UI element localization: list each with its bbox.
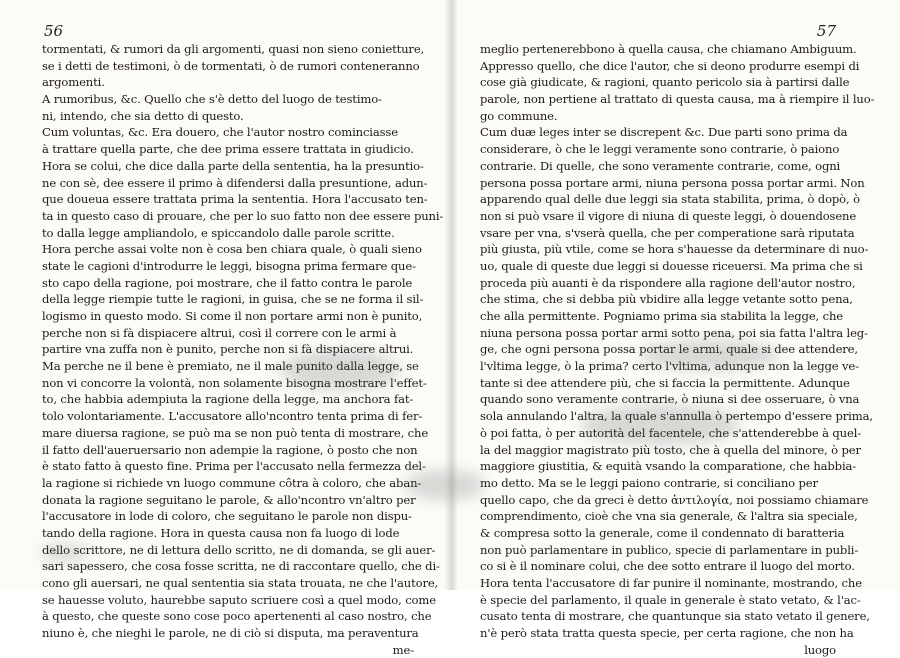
text-line: mare diuersa ragione, se può ma se non può tenta di mostrare, che xyxy=(42,425,429,440)
right-page xyxy=(480,22,875,657)
text-line: ò poi fatta, ò per autorità del facentele, che s'attenderebbe à quel- xyxy=(480,425,862,440)
text-line: à questo, che queste sono cose poco apertenenti al caso nostro, che xyxy=(42,609,432,624)
text-line: sari sapessero, che cosa fosse scritta, ne di raccontare quello, che di- xyxy=(42,559,440,574)
text-line: non può parlamentare in publico, specie di parlamentare in publi- xyxy=(480,542,859,557)
text-line: che alla permittente. Pogniamo prima sia stabilita la legge, che xyxy=(480,309,843,323)
text-line: cono gli auersari, ne qual sententia sia stata trouata, ne che l'autore, xyxy=(42,576,439,590)
text-line: tante si dee attendere più, che si faccia la permittente. Adunque xyxy=(480,375,850,390)
text-line: ne con sè, dee essere il primo à difendersi dalla presuntione, adun- xyxy=(42,175,428,190)
right-page-number: 57 xyxy=(816,22,836,40)
text-line: se hauesse voluto, haurebbe saputo scriuere così a quel modo, come xyxy=(42,592,436,607)
text-line: comprendimento, cioè che vna sia generale, & l'altra sia speciale, xyxy=(480,509,858,524)
text-line: state le cagioni d'introdurre le leggi, bisogna prima fermare que- xyxy=(42,258,416,273)
text-line: go commune. xyxy=(480,108,558,123)
ink-smudge xyxy=(280,350,400,390)
text-line: sto capo della ragione, poi mostrare, che il fatto contra le parole xyxy=(42,275,413,290)
text-line: parole, non pertiene al trattato di questa causa, ma à riempire il luo- xyxy=(480,92,875,107)
left-page-text xyxy=(42,41,444,642)
text-line: più giusta, più vtile, come se hora s'hauesse da determinare di nuo- xyxy=(480,242,869,257)
text-line: della legge riempie tutte le ragioni, in guisa, che se ne forma il sil- xyxy=(42,292,424,307)
ink-smudge xyxy=(40,545,90,561)
text-line: contrarie. Di quelle, che sono veramente contrarie, come, ogni xyxy=(480,158,841,173)
text-line: co si è il nominare colui, che dee sotto entrare il luogo del morto. xyxy=(480,559,855,574)
text-line: argomenti. xyxy=(42,75,105,90)
text-line: & compresa sotto la generale, come il condennato di baratteria xyxy=(480,525,845,540)
right-page-catchword: luogo xyxy=(804,642,836,657)
text-line: partire vna zuffa non è punito, perche non si fà dispiacere altrui. xyxy=(42,342,414,357)
text-line: Hora tenta l'accusatore di far punire il nominante, mostrando, che xyxy=(480,576,862,590)
text-line: il fatto dell'aueruersario non adempie la ragione, ò posto che non xyxy=(42,442,418,457)
text-line: à trattare quella parte, che dee prima essere trattata in giudicio. xyxy=(42,142,414,157)
text-line: considerare, ò che le leggi veramente sono contrarie, ò paiono xyxy=(480,142,840,157)
text-line: uo, quale di queste due leggi si douesse riceuersi. Ma prima che si xyxy=(480,258,863,273)
text-line: che stima, che si debba più vbidire alla legge vetante sotto pena, xyxy=(480,292,853,307)
text-line: que doueua essere trattata prima la sententia. Hora l'accusato ten- xyxy=(42,192,428,207)
text-line: niuna persona possa portar armi sotto pena, poi sia fatta l'altra leg- xyxy=(480,325,868,340)
text-line: A rumoribus, &c. Quello che s'è detto del luogo de testimo- xyxy=(42,92,382,107)
text-line: Appresso quello, che dice l'autor, che si deono produrre esempi di xyxy=(480,58,860,73)
text-line: è specie del parlamento, il quale in generale è stato vetato, & l'ac- xyxy=(480,592,861,607)
text-line: logismo in questo modo. Si come il non portare armi non è punito, xyxy=(42,309,423,323)
ink-smudge xyxy=(640,340,780,370)
text-line: è stato fatto à questo fine. Prima per l'accusato nella fermezza del- xyxy=(42,459,426,474)
text-line: vsare per vna, s'vserà quella, che per comperatione sarà riputata xyxy=(480,225,855,240)
text-line: mo detto. Ma se le leggi paiono contrarie, si conciliano per xyxy=(480,475,818,490)
text-line: persona possa portare armi, niuna persona possa portar armi. Non xyxy=(480,175,865,190)
text-line: donata la ragione seguitano le parole, & allo'ncontro vn'altro per xyxy=(42,492,416,507)
text-line: non si può vsare il vigore di niuna di queste leggi, ò douendosene xyxy=(480,208,857,223)
text-line: cusato tenta di mostrare, che quantunque sia stato vetato il genere, xyxy=(480,609,870,624)
text-line: dello scrittore, ne di lettura dello scritto, ne di domanda, se gli auer- xyxy=(42,542,436,557)
text-line: ge, che ogni persona possa portar le armi, quale si dee attendere, xyxy=(480,342,858,357)
text-line: n'è però stata tratta questa specie, per certa ragione, che non ha xyxy=(480,626,854,641)
left-page xyxy=(42,22,444,657)
right-page-text xyxy=(480,41,875,642)
book-gutter xyxy=(444,0,458,590)
text-line: ta in questo caso di prouare, che per lo suo fatto non dee essere puni- xyxy=(42,208,444,223)
text-line: tando della ragione. Hora in questa causa non fa luogo di lode xyxy=(42,525,400,540)
text-line: ni, intendo, che sia detto di questo. xyxy=(42,108,244,123)
ink-smudge xyxy=(405,470,485,500)
text-line: la ragione si richiede vn luogo commune côtra à coloro, che aban- xyxy=(42,475,422,490)
text-line: proceda più auanti è da rispondere alla ragione dell'autor nostro, xyxy=(480,275,856,290)
text-line: l'vltima legge, ò la prima? certo l'vltima, adunque non la legge ve- xyxy=(480,359,859,374)
text-line: l'accusatore in lode di coloro, che seguitano le parole non dispu- xyxy=(42,509,412,524)
text-line: Hora se colui, che dice dalla parte della sententia, ha la presuntio- xyxy=(42,158,424,173)
text-line: Cum voluntas, &c. Era douero, che l'autor nostro cominciasse xyxy=(42,125,398,140)
text-line: Hora perche assai volte non è cosa ben chiara quale, ò quali sieno xyxy=(42,242,422,257)
text-line: meglio pertenerebbono à quella causa, che chiamano Ambiguum. xyxy=(480,42,857,56)
text-line: Cum duæ leges inter se discrepent &c. Due parti sono prima da xyxy=(480,125,848,140)
text-line: non vi concorre la volontà, non solamente bisogna mostrare l'effet- xyxy=(42,375,427,390)
text-line: la del maggior magistrato più tosto, che à quella del minore, ò per xyxy=(480,442,861,457)
ink-smudge xyxy=(580,405,740,445)
text-line: cose già giudicate, & ragioni, quanto pericolo sia à partirsi dalle xyxy=(480,75,850,90)
text-line: tormentati, & rumori da gli argomenti, quasi non sieno conietture, xyxy=(42,42,425,56)
text-line: apparendo qual delle due leggi sia stata stabilita, prima, ò dopò, ò xyxy=(480,192,860,207)
text-line: se i detti de testimoni, ò de tormentati, ò de rumori conteneranno xyxy=(42,58,420,73)
left-page-number: 56 xyxy=(44,22,64,40)
text-line: Ma perche ne il bene è premiato, ne il male punito dalla legge, se xyxy=(42,359,419,374)
text-line: niuno è, che nieghi le parole, ne di ciò si disputa, ma peraventura xyxy=(42,626,419,641)
text-line: tolo volontariamente. L'accusatore allo'ncontro tenta prima di fer- xyxy=(42,409,423,424)
text-line: quando sono veramente contrarie, ò niuna si dee osseruare, ò vna xyxy=(480,392,860,407)
text-line: to dalla legge ampliandolo, e spiccandolo dalle parole scritte. xyxy=(42,225,395,240)
text-line: sola annulando l'altra, la quale s'annulla ò pertempo d'essere prima, xyxy=(480,409,873,424)
text-line: perche non si fà dispiacere altrui, così il correre con le armi à xyxy=(42,325,397,340)
left-page-catchword: me- xyxy=(392,642,414,657)
text-line: to, che habbia adempiuta la ragione della legge, ma anchora fat- xyxy=(42,392,414,407)
text-line: maggiore giustitia, & equità vsando la comparatione, che habbia- xyxy=(480,459,857,474)
text-line: quello capo, che da greci è detto ἀντιλογία, noi possiamo chiamare xyxy=(480,492,869,507)
